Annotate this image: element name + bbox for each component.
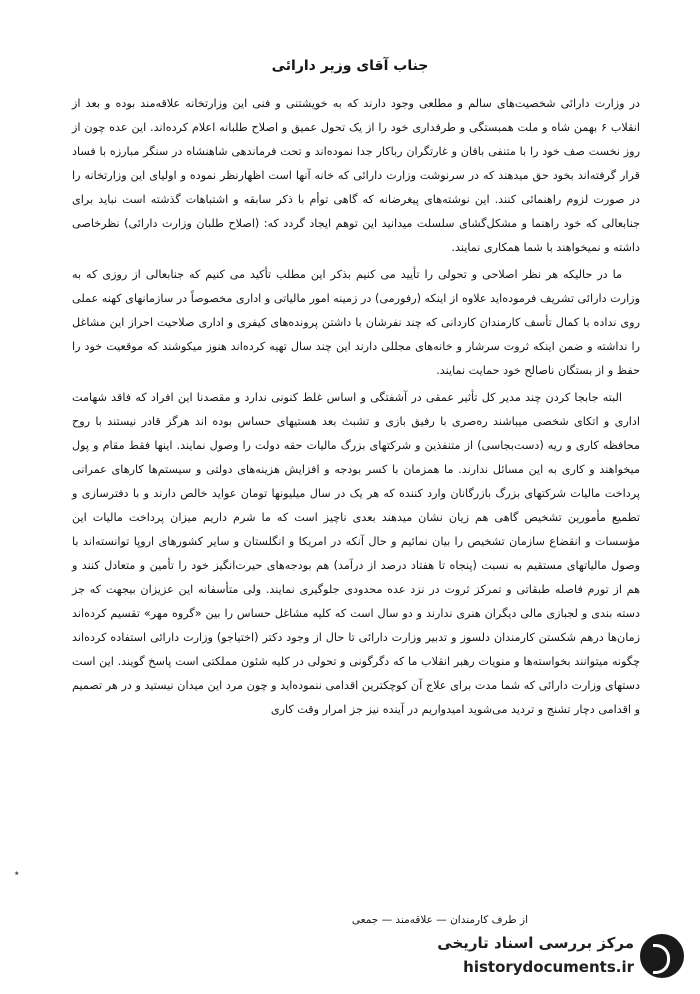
watermark-url: historydocuments.ir bbox=[463, 958, 634, 976]
paragraph-2: ما در حالیکه هر نظر اصلاحی و تحولی را تأیید می کنیم بذکر این مطلب تأکید می کنیم که جنابعالی از روزی که به وزارت دارائی تشریف فرموده‌اید علاوه از اینکه (رفورمی) در زمینه امور مالیاتی و اداری مخصوصاً در سازمانهای کهنه عملی روی نداده با کمال تأسف کارمندان کاردانی که چند نفرشان با داشتن پرونده‌های کیفری و اداری صلاحیت احراز این مشاغل را نداشته و ضمن اینکه ثروت سرشار و خانه‌های مجللی دارند این چند سال تهیه کرده‌اند هنوز میکوشند که موقعیت خود را حفظ و از بستگان ناصالح خود حمایت نمایند. bbox=[72, 268, 640, 377]
signature-line: از طرف کارمندان — علاقه‌مند — جمعی bbox=[351, 914, 528, 926]
watermark-name: مرکز بررسی اسناد تاریخی bbox=[437, 934, 634, 952]
watermark bbox=[437, 930, 688, 986]
paragraph-1: در وزارت دارائی شخصیت‌های سالم و مطلعی وجود دارند که به خویشتنی و فنی این وزارتخانه علاقه‌مند بوده و بعد از انقلاب ۶ بهمن شاه و ملت همبستگی و طرفداری خود را از یک تحول عمیق و اصلاح طلبانه اعلام کرده‌اند. این عده چون از روز نخست صف خود را با متنفی بافان و غارتگران رباکار جدا نموده‌اند و تحت فرماندهی شاهنشاه در سنگر مبارزه با فساد قرار گرفته‌اند بخود حق میدهند که در سرنوشت وزارت دارائی که خانه آنها است اظهارنظر نموده و اولیای این وزارتخانه را در صورت لزوم راهنمائی کنند. این نوشته‌های پیغرضانه که گاهی توأم با ذکر سابقه و اشتباهات گذشته است نباید برای جنابعالی که خود راهنما و مشکل‌گشای سلسلت میدانید این توهم ایجاد گردد که: (اصلاح طلبان وزارت دارائی) نظرخاصی داشته و نمیخواهند با شما همکاری نمایند. bbox=[72, 97, 640, 254]
archive-logo-icon bbox=[640, 934, 684, 978]
paragraph-3: البته جابجا کردن چند مدیر کل تأثیر عمقی در آشفتگی و اساس غلط کنونی ندارد و مقصدنا این افراد که فاقد شهامت اداری و اتکای شخصی میباشند ره‌صری با رفیق بازی و تشبث بعد هستیهای حساس بوده اند هرگز قادر نیستند با روح محافظه کاری و ریه (دست‌بجاسی) از متنفذین و شرکتهای بزرگ مالیات حقه دولت را وصول نمایند. اینها فقط مقام و پول میخواهند و کاری به این مسائل ندارند. ما همزمان با کسر بودجه و افزایش هزینه‌های دولتی و سیستم‌ها کارهای عمرانی پرداخت مالیات شرکتهای بزرگ بازرگانان وارد کننده که هر یک در سال میلیونها تومان عواید خالص دارند و با دفترسازی و تطمیع مأمورین تشخیص گاهی هم زیان نشان میدهند بعدی ناچیز است که ما شرم داریم میزان پرداخت مالیات این مؤسسات و انقضاع سازمان تشخیص را بیان نمائیم و حال آنکه در امریکا و انگلستان و سایر کشورهای اروپا توانسته‌اند با وصول مالیاتهای مستقیم به نسبت (پنجاه تا هفتاد درصد از درآمد) هم بودجه‌های حیرت‌انگیز خود را تأمین و متعادل کنند و هم از تورم فاصله طبقاتی و تمرکز ثروت در نزد عده محدودی جلوگیری نمایند. ولی متأسفانه این عزیزان بیجهت که جز دسته بندی و لجبازی مالی دیگران هنری ندارند و دو سال است که کلیه مشاغل حساس را بین «گروه مهر» تقسیم کرده‌اند زمان‌ها درهم شکستن کارمندان دلسوز و تدبیر وزارت دارائی تا حال از وجود دکتر (اختیاجو) وزارت دارائی استفاده کرده‌اند چگونه میتوانند بخواسته‌ها و منویات رهبر انقلاب ما که دگرگونی و تحولی در کلیه شئون مملکتی است پاسخ گویند. این است دستهای وزارت دارائی که شما مدت برای علاج آن کوچکترین اقدامی ننموده‌اید و چون مرد این میدان نیستید و در هر تصمیم و اقدامی دچار تشنج و تردید می‌شوید امیدواریم در آینده نیز جز امرار وقت کاری bbox=[72, 391, 640, 716]
letter-body bbox=[72, 92, 640, 725]
margin-mark: ٭ bbox=[14, 868, 20, 879]
letter-title: جناب آقای وزیر دارائی bbox=[271, 58, 429, 74]
